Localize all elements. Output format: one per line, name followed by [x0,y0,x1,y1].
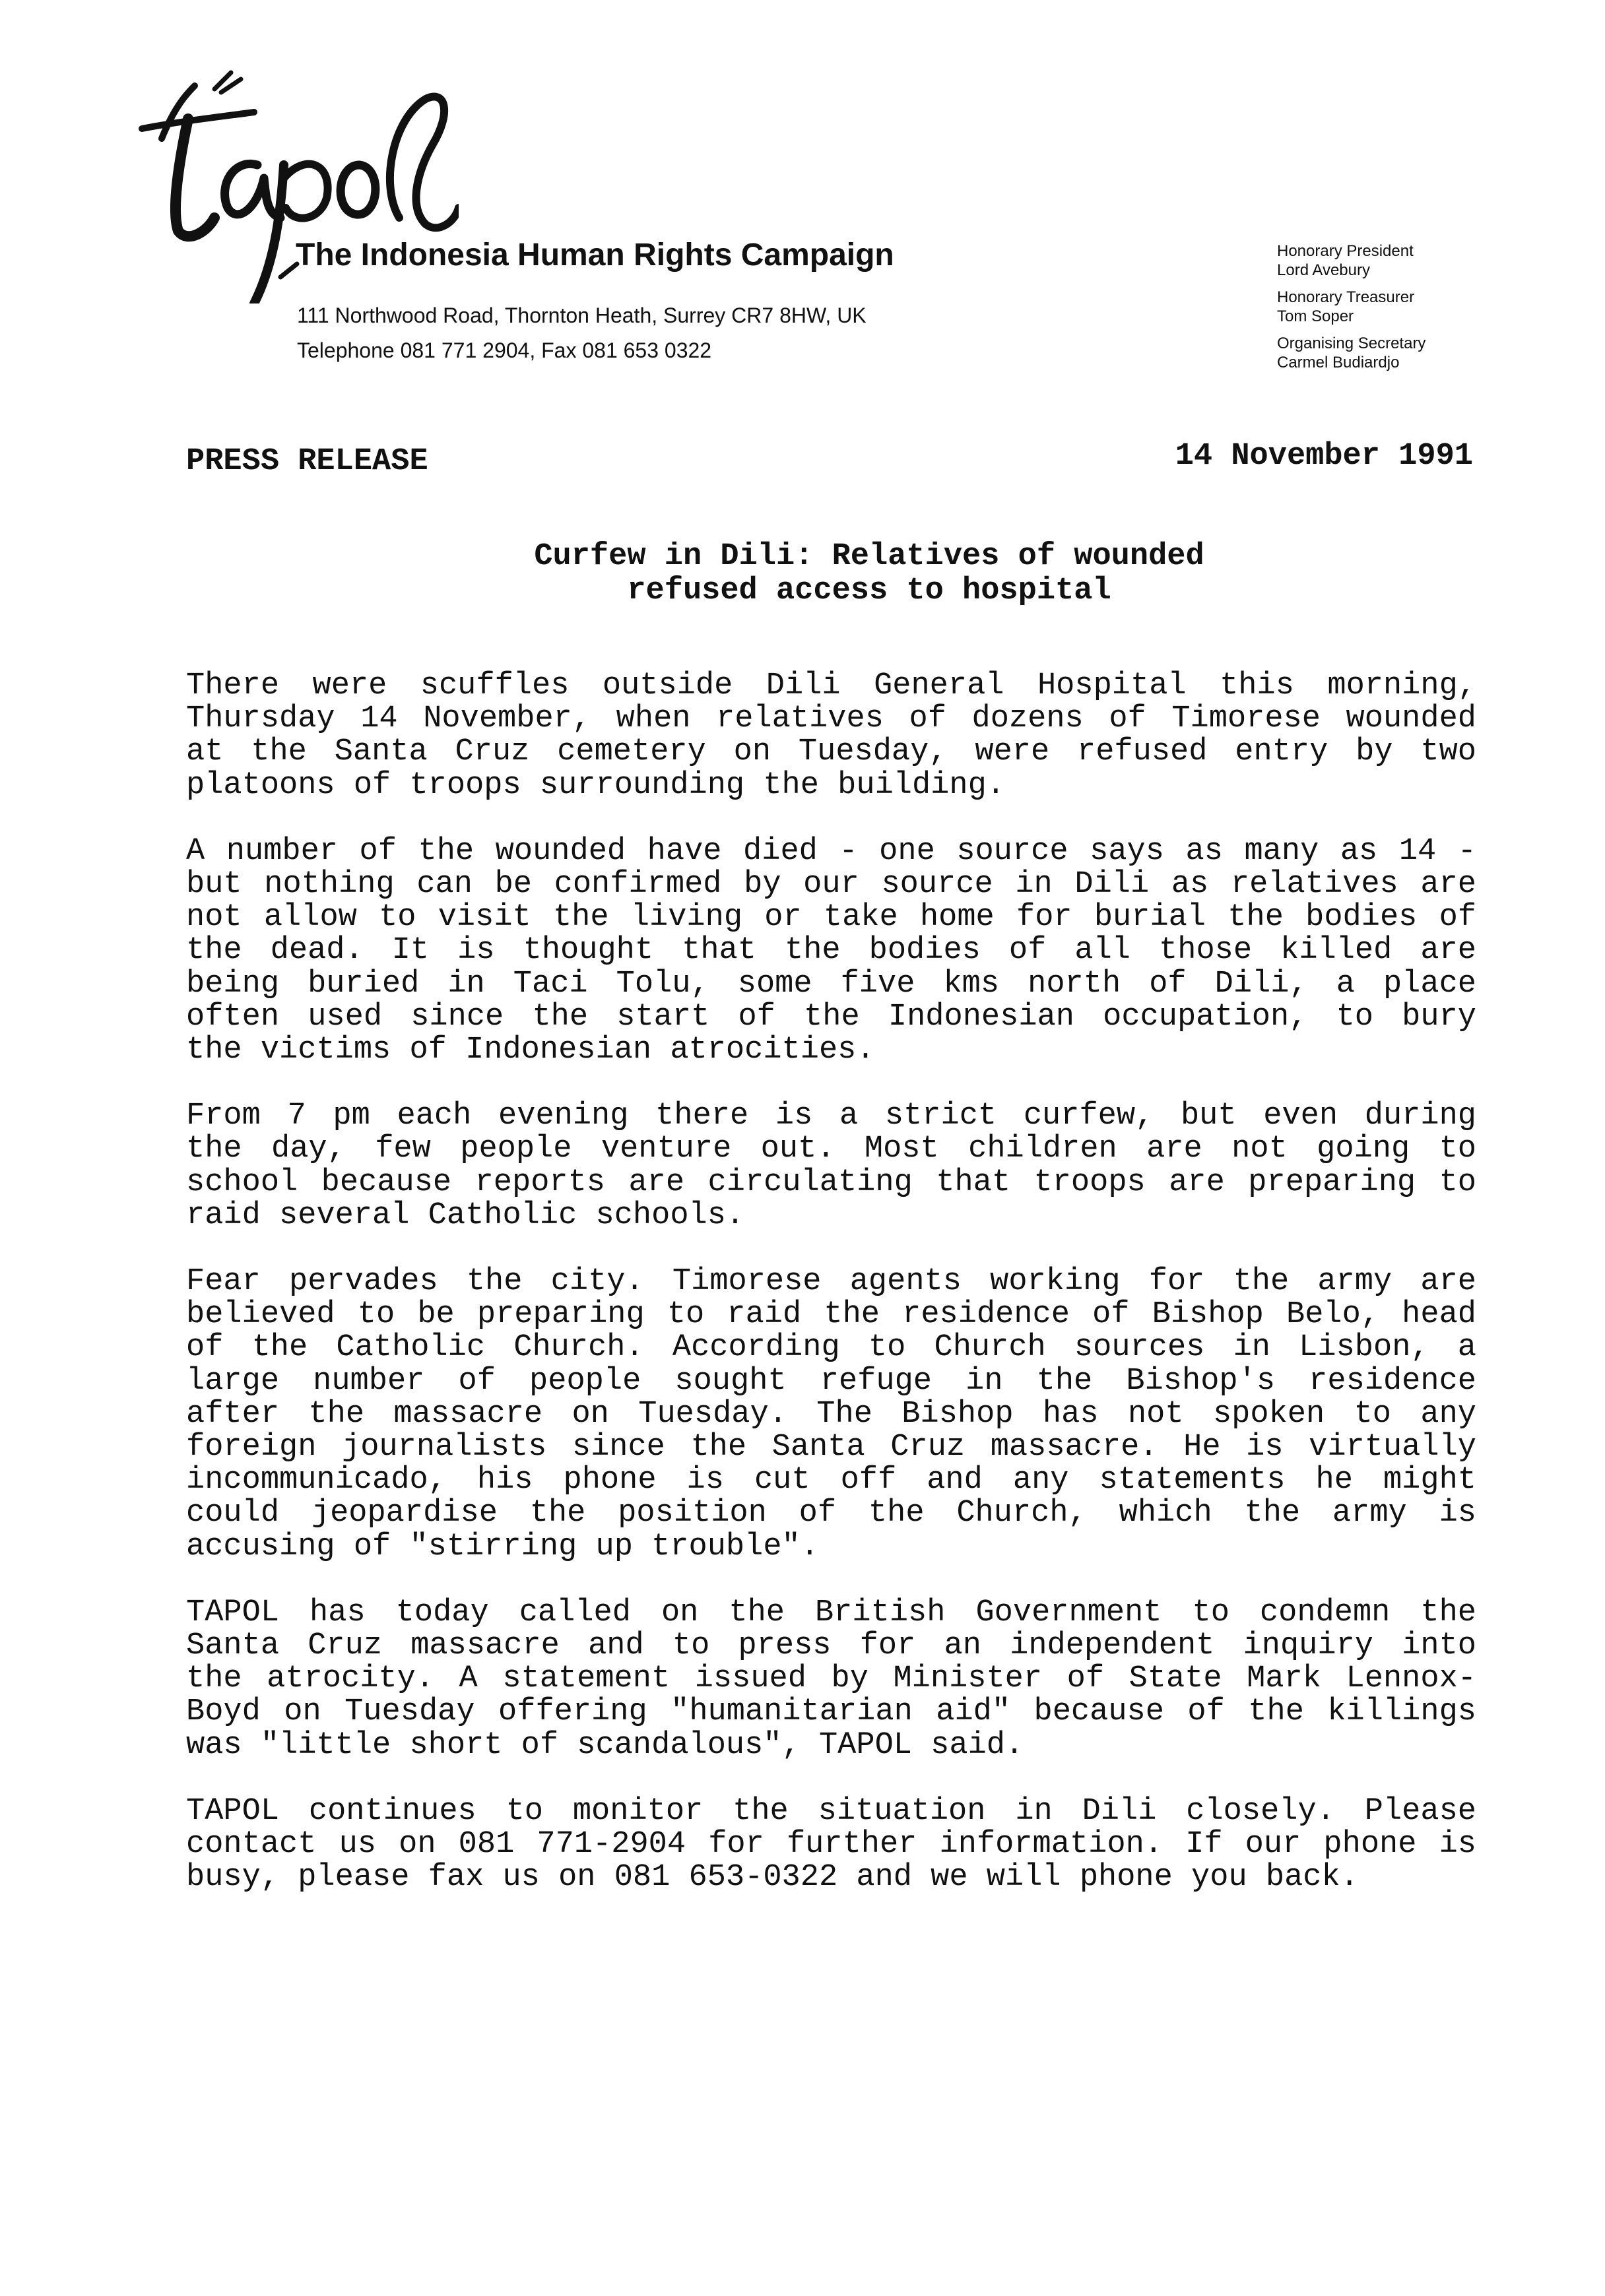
headline [186,540,1473,608]
paragraph-line: large number of people sought refuge in the Bishop's residence [186,1363,1476,1399]
paragraph-line: the atrocity. A statement issued by Minister of State Mark Lennox- [186,1661,1476,1697]
paragraph-line: From 7 pm each evening there is a strict curfew, but even during [186,1099,1476,1134]
paragraph-line: Santa Cruz massacre and to press for an independent inquiry into [186,1628,1476,1664]
paragraph-line: A number of the wounded have died - one source says as many as 14 - [186,833,1476,869]
officer-name: Carmel Budiardjo [1277,354,1400,371]
officer-treasurer [1277,288,1425,326]
paragraph-line: foreign journalists since the Santa Cruz massacre. He is virtually [186,1430,1476,1465]
paragraph-line: platoons of troops surrounding the building. [186,767,1006,803]
paragraph-line: the dead. It is thought that the bodies of all those killed are [186,933,1476,969]
org-address: 111 Northwood Road, Thornton Heath, Surrey CR7 8HW, UK [297,303,867,327]
headline-line-2: refused access to hospital [627,573,1111,608]
paragraph-line: There were scuffles outside Dili General Hospital this morning, [186,668,1476,703]
officers-list [1277,241,1425,372]
body-paragraph [186,1597,1476,1762]
headline-line-1: Curfew in Dili: Relatives of wounded [534,539,1204,574]
paragraph-line: believed to be preparing to raid the residence of Bishop Belo, head [186,1297,1476,1333]
paragraph-line: not allow to visit the living or take home for burial the bodies of [186,900,1476,936]
body-paragraph [186,1265,1476,1564]
body-paragraph [186,835,1476,1067]
paragraph-line: TAPOL continues to monitor the situation in Dili closely. Please [186,1793,1476,1829]
body-paragraph [186,1100,1476,1232]
officer-role: Honorary President [1277,242,1414,260]
officer-secretary [1277,334,1425,372]
paragraph-line: the victims of Indonesian atrocities. [186,1033,875,1068]
paragraph-line: raid several Catholic schools. [186,1197,745,1233]
paragraph-line: at the Santa Cruz cemetery on Tuesday, were refused entry by two [186,734,1476,770]
press-release-label: PRESS RELEASE [186,444,428,479]
officer-president [1277,241,1425,280]
paragraph-line: incommunicado, his phone is cut off and any statements he might [186,1463,1476,1498]
paragraph-line: the day, few people venture out. Most children are not going to [186,1132,1476,1167]
paragraph-line: Thursday 14 November, when relatives of dozens of Timorese wounded [186,701,1476,737]
paragraph-line: Boyd on Tuesday offering "humanitarian aid" because of the killings [186,1694,1476,1730]
body-paragraph [186,1795,1476,1895]
paragraph-line: of the Catholic Church. According to Church sources in Lisbon, a [186,1330,1476,1366]
org-phone-fax: Telephone 081 771 2904, Fax 081 653 0322 [297,338,712,362]
paragraph-line: could jeopardise the position of the Church, which the army is [186,1496,1476,1531]
paragraph-line: accusing of "stirring up trouble". [186,1529,819,1564]
paragraph-line: after the massacre on Tuesday. The Bishop has not spoken to any [186,1396,1476,1432]
paragraph-line: was "little short of scandalous", TAPOL said. [186,1727,1024,1763]
officer-name: Tom Soper [1277,307,1354,325]
paragraph-line: often used since the start of the Indonesian occupation, to bury [186,999,1476,1035]
paragraph-line: but nothing can be confirmed by our source in Dili as relatives are [186,867,1476,903]
paragraph-line: TAPOL has today called on the British Government to condemn the [186,1595,1476,1630]
press-release-body [186,670,1476,1928]
paragraph-line: busy, please fax us on 081 653-0322 and we will phone you back. [186,1860,1359,1896]
officer-role: Honorary Treasurer [1277,288,1415,306]
paragraph-line: contact us on 081 771-2904 for further information. If our phone is [186,1827,1476,1863]
body-paragraph [186,670,1476,802]
release-date: 14 November 1991 [1175,439,1473,474]
paragraph-line: Fear pervades the city. Timorese agents working for the army are [186,1264,1476,1300]
officer-role: Organising Secretary [1277,335,1426,352]
paragraph-line: being buried in Taci Tolu, some five kms north of Dili, a place [186,966,1476,1002]
org-name: The Indonesia Human Rights Campaign [296,238,894,272]
paragraph-line: school because reports are circulating that troops are preparing to [186,1164,1476,1200]
officer-name: Lord Avebury [1277,261,1370,279]
